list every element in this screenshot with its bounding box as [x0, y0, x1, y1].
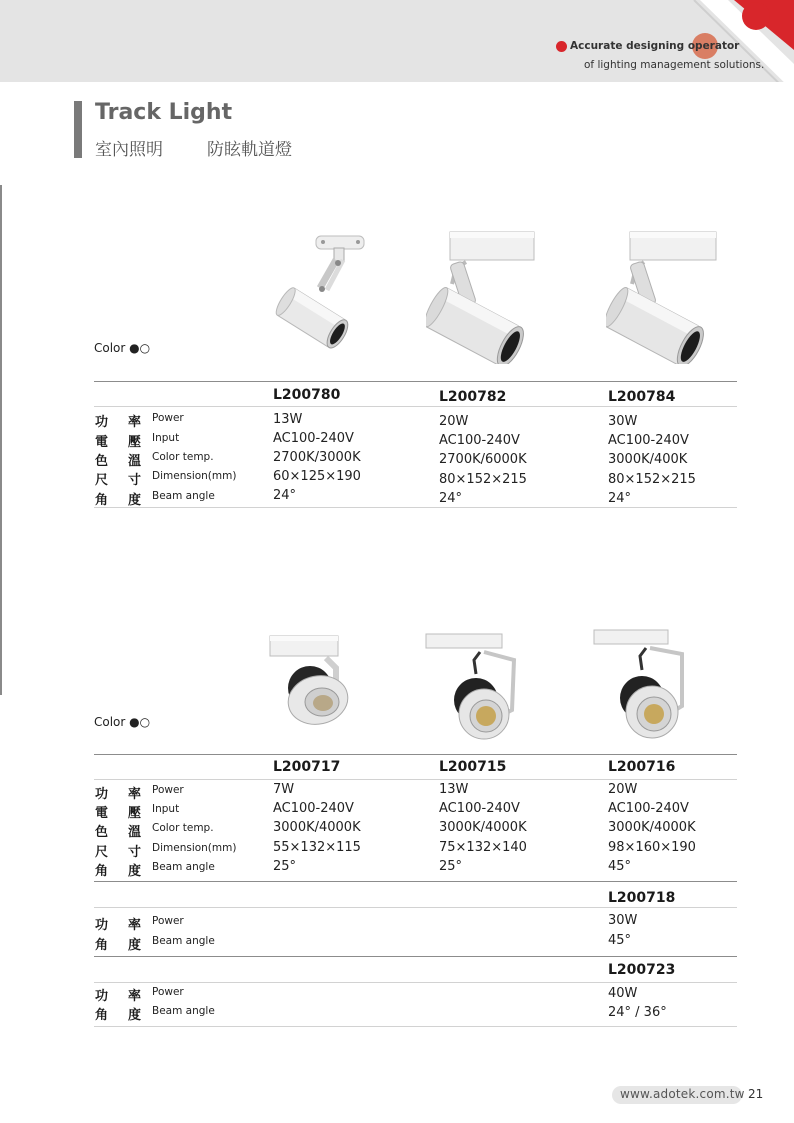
- title-accent-bar: [74, 101, 82, 158]
- label-power: Power: [152, 784, 184, 796]
- table-2-top-rule: [94, 754, 737, 755]
- label-dimension-zh: 尺: [95, 845, 109, 860]
- label-beam-zh: 度: [128, 864, 142, 879]
- L200784-color-temp: 3000K/400K: [608, 452, 688, 467]
- L200717-beam: 25°: [273, 859, 297, 874]
- label-dimension-zh: 寸: [128, 845, 142, 860]
- label-input-zh: 電: [95, 806, 109, 821]
- L200784-beam: 24°: [608, 491, 632, 506]
- label-beam-zh: 角: [95, 1008, 109, 1023]
- model-L200716: L200716: [608, 759, 676, 775]
- label-power-zh: 率: [128, 787, 142, 802]
- L200715-beam: 25°: [439, 859, 463, 874]
- label-power-zh: 功: [95, 787, 109, 802]
- tagline-1: Accurate designing operator: [570, 40, 740, 52]
- model-L200782: L200782: [439, 389, 507, 405]
- table-1-top-rule: [94, 381, 737, 382]
- model-L200718: L200718: [608, 890, 676, 906]
- footer-url[interactable]: www.adotek.com.tw: [620, 1087, 745, 1101]
- label-power-zh: 率: [128, 918, 142, 933]
- product-image-L200780: [270, 232, 370, 356]
- L200718-beam: 45°: [608, 933, 632, 948]
- label-dimension: Dimension(mm): [152, 470, 237, 482]
- label-power: Power: [152, 412, 184, 424]
- L200716-color-temp: 3000K/4000K: [608, 820, 696, 835]
- L200780-power: 13W: [273, 412, 303, 427]
- label-beam-zh: 度: [128, 493, 142, 508]
- table-2-header-rule: [94, 779, 737, 780]
- model-L200723: L200723: [608, 962, 676, 978]
- L200782-input: AC100-240V: [439, 433, 520, 448]
- label-color-temp-zh: 溫: [128, 454, 142, 469]
- L200715-dimension: 75×132×140: [439, 840, 527, 855]
- L200716-input: AC100-240V: [608, 801, 689, 816]
- color-options-label-1: Color ●○: [94, 341, 151, 355]
- product-image-L200782: [426, 228, 536, 364]
- table-1-bottom-rule: [94, 507, 737, 508]
- label-power-zh: 率: [128, 989, 142, 1004]
- model-L200780: L200780: [273, 387, 341, 403]
- label-beam-zh: 角: [95, 938, 109, 953]
- L200723-power: 40W: [608, 986, 638, 1001]
- label-input-zh: 壓: [128, 435, 142, 450]
- L200780-input: AC100-240V: [273, 431, 354, 446]
- L200715-input: AC100-240V: [439, 801, 520, 816]
- label-input-zh: 電: [95, 435, 109, 450]
- table-1-header-rule: [94, 406, 737, 407]
- extra-2-header-rule: [94, 982, 737, 983]
- L200784-power: 30W: [608, 414, 638, 429]
- product-image-L200716: [592, 626, 690, 742]
- label-color-temp-zh: 色: [95, 454, 109, 469]
- L200717-power: 7W: [273, 782, 295, 797]
- model-L200717: L200717: [273, 759, 341, 775]
- extra-1-bottom-rule: [94, 956, 737, 957]
- L200782-color-temp: 2700K/6000K: [439, 452, 527, 467]
- label-beam: Beam angle: [152, 935, 215, 947]
- label-input: Input: [152, 803, 180, 815]
- label-power: Power: [152, 986, 184, 998]
- label-dimension: Dimension(mm): [152, 842, 237, 854]
- L200716-dimension: 98×160×190: [608, 840, 696, 855]
- L200716-beam: 45°: [608, 859, 632, 874]
- label-beam-zh: 度: [128, 1008, 142, 1023]
- label-beam-zh: 角: [95, 864, 109, 879]
- L200780-beam: 24°: [273, 488, 297, 503]
- color-options-label-2: Color ●○: [94, 715, 151, 729]
- page-title: Track Light: [95, 100, 233, 125]
- side-line: [0, 185, 2, 695]
- label-power: Power: [152, 915, 184, 927]
- L200715-color-temp: 3000K/4000K: [439, 820, 527, 835]
- tagline-2: of lighting management solutions.: [584, 59, 765, 71]
- label-beam: Beam angle: [152, 861, 215, 873]
- L200717-color-temp: 3000K/4000K: [273, 820, 361, 835]
- label-color-temp-zh: 溫: [128, 825, 142, 840]
- table-2-bottom-rule: [94, 881, 737, 882]
- L200717-dimension: 55×132×115: [273, 840, 361, 855]
- subtitle-zh-2: 防眩軌道燈: [207, 140, 292, 160]
- subtitle-zh-1: 室內照明: [95, 140, 163, 160]
- model-L200784: L200784: [608, 389, 676, 405]
- label-power-zh: 功: [95, 415, 109, 430]
- label-beam-zh: 度: [128, 938, 142, 953]
- label-input: Input: [152, 432, 180, 444]
- L200718-power: 30W: [608, 913, 638, 928]
- label-input-zh: 壓: [128, 806, 142, 821]
- label-beam: Beam angle: [152, 1005, 215, 1017]
- L200784-dimension: 80×152×215: [608, 472, 696, 487]
- label-beam-zh: 角: [95, 493, 109, 508]
- label-dimension-zh: 寸: [128, 473, 142, 488]
- extra-1-header-rule: [94, 907, 737, 908]
- label-color-temp: Color temp.: [152, 822, 214, 834]
- L200723-beam: 24° / 36°: [608, 1005, 667, 1020]
- label-color-temp-zh: 色: [95, 825, 109, 840]
- L200715-power: 13W: [439, 782, 469, 797]
- label-power-zh: 功: [95, 989, 109, 1004]
- L200717-input: AC100-240V: [273, 801, 354, 816]
- label-color-temp: Color temp.: [152, 451, 214, 463]
- L200782-dimension: 80×152×215: [439, 472, 527, 487]
- L200784-input: AC100-240V: [608, 433, 689, 448]
- label-dimension-zh: 尺: [95, 473, 109, 488]
- L200780-dimension: 60×125×190: [273, 469, 361, 484]
- label-beam: Beam angle: [152, 490, 215, 502]
- red-bullet: [556, 41, 567, 52]
- L200782-power: 20W: [439, 414, 469, 429]
- extra-2-bottom-rule: [94, 1026, 737, 1027]
- product-image-L200717: [266, 632, 352, 726]
- product-image-L200715: [424, 630, 520, 742]
- label-power-zh: 功: [95, 918, 109, 933]
- L200782-beam: 24°: [439, 491, 463, 506]
- L200716-power: 20W: [608, 782, 638, 797]
- L200780-color-temp: 2700K/3000K: [273, 450, 361, 465]
- page-number: 21: [748, 1087, 764, 1101]
- product-image-L200784: [606, 228, 718, 364]
- model-L200715: L200715: [439, 759, 507, 775]
- label-power-zh: 率: [128, 415, 142, 430]
